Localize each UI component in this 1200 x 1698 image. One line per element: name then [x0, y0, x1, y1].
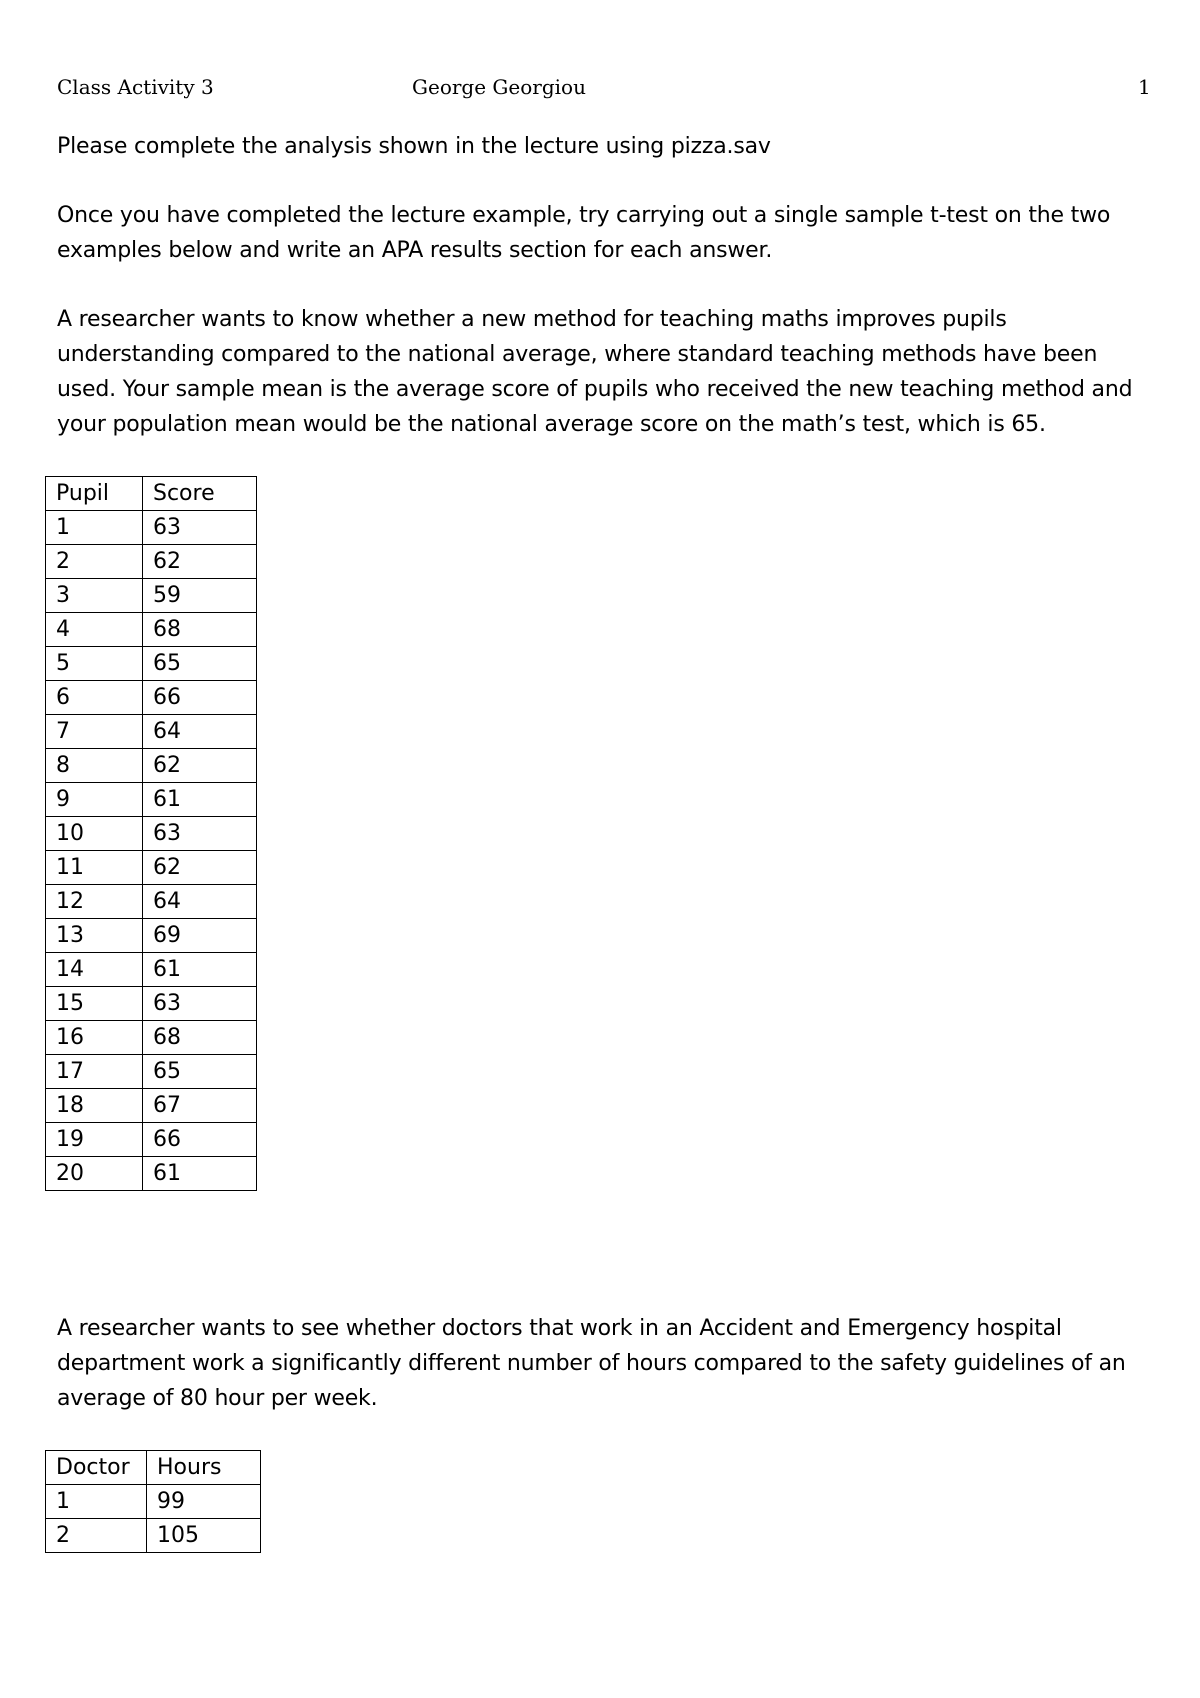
table-cell: 61	[143, 953, 257, 987]
table-row	[46, 715, 257, 749]
table-cell: 5	[46, 647, 143, 681]
table-cell: 1	[46, 1485, 147, 1519]
table-cell: 16	[46, 1021, 143, 1055]
intro-paragraph: Please complete the analysis shown in the lecture using pizza.sav	[57, 134, 771, 159]
table-cell: 13	[46, 919, 143, 953]
table-row	[46, 885, 257, 919]
pupil-score-table	[45, 476, 257, 1191]
table-cell: 68	[143, 613, 257, 647]
table-cell: 67	[143, 1089, 257, 1123]
table-row	[46, 919, 257, 953]
table-cell: 4	[46, 613, 143, 647]
table-cell: 1	[46, 511, 143, 545]
table-cell: 63	[143, 817, 257, 851]
table-cell: 2	[46, 545, 143, 579]
table-row	[46, 783, 257, 817]
table-row	[46, 987, 257, 1021]
table-row	[46, 749, 257, 783]
column-header: Score	[143, 477, 257, 511]
table-cell: 64	[143, 885, 257, 919]
example1-paragraph: A researcher wants to know whether a new method for teaching maths improves pupils understanding compared to the national average, where standard teaching methods have been used. Your sample mean is the average score of pupils who received the new teaching method and your population mean would be the national average score on the math’s test, which is 65.	[57, 307, 1133, 437]
table-row	[46, 647, 257, 681]
table-row	[46, 1055, 257, 1089]
table-cell: 66	[143, 681, 257, 715]
table-cell: 62	[143, 851, 257, 885]
header-author: George Georgiou	[412, 75, 586, 99]
table-row	[46, 511, 257, 545]
table-cell: 20	[46, 1157, 143, 1191]
table-row	[46, 953, 257, 987]
table-row	[46, 1089, 257, 1123]
table-cell: 63	[143, 987, 257, 1021]
table-cell: 68	[143, 1021, 257, 1055]
table-cell: 105	[147, 1519, 261, 1553]
column-header: Hours	[147, 1451, 261, 1485]
example2-paragraph: A researcher wants to see whether doctors that work in an Accident and Emergency hospital department work a significantly different number of hours compared to the safety guidelines of an average of 80 hour per week.	[57, 1316, 1126, 1411]
table-cell: 69	[143, 919, 257, 953]
table-cell: 61	[143, 783, 257, 817]
table-cell: 17	[46, 1055, 143, 1089]
table-cell: 99	[147, 1485, 261, 1519]
table-row	[46, 1123, 257, 1157]
document-body	[57, 129, 1137, 1553]
instructions-paragraph: Once you have completed the lecture example, try carrying out a single sample t-test on the two examples below and write an APA results section for each answer.	[57, 203, 1111, 263]
table-cell: 2	[46, 1519, 147, 1553]
table-cell: 65	[143, 1055, 257, 1089]
table-row	[46, 613, 257, 647]
page-number: 1	[1138, 75, 1151, 99]
page-header	[0, 72, 1200, 102]
table-cell: 6	[46, 681, 143, 715]
table-cell: 10	[46, 817, 143, 851]
table-cell: 3	[46, 579, 143, 613]
table-row	[46, 1519, 261, 1553]
table-row	[46, 1485, 261, 1519]
table-cell: 62	[143, 749, 257, 783]
column-header: Doctor	[46, 1451, 147, 1485]
doctor-hours-table	[45, 1450, 261, 1553]
table-cell: 65	[143, 647, 257, 681]
table-cell: 12	[46, 885, 143, 919]
table-header-row	[46, 1451, 261, 1485]
table-cell: 18	[46, 1089, 143, 1123]
table-cell: 59	[143, 579, 257, 613]
table-row	[46, 817, 257, 851]
table-cell: 7	[46, 715, 143, 749]
table-cell: 14	[46, 953, 143, 987]
table-cell: 62	[143, 545, 257, 579]
table-cell: 66	[143, 1123, 257, 1157]
table-row	[46, 1157, 257, 1191]
table-row	[46, 579, 257, 613]
header-title: Class Activity 3	[57, 75, 214, 99]
table-cell: 64	[143, 715, 257, 749]
table-row	[46, 681, 257, 715]
table-row	[46, 851, 257, 885]
table-cell: 8	[46, 749, 143, 783]
table-cell: 19	[46, 1123, 143, 1157]
table-row	[46, 1021, 257, 1055]
table-cell: 11	[46, 851, 143, 885]
table-cell: 9	[46, 783, 143, 817]
column-header: Pupil	[46, 477, 143, 511]
table-header-row	[46, 477, 257, 511]
table-cell: 63	[143, 511, 257, 545]
table-cell: 15	[46, 987, 143, 1021]
table-row	[46, 545, 257, 579]
table-cell: 61	[143, 1157, 257, 1191]
